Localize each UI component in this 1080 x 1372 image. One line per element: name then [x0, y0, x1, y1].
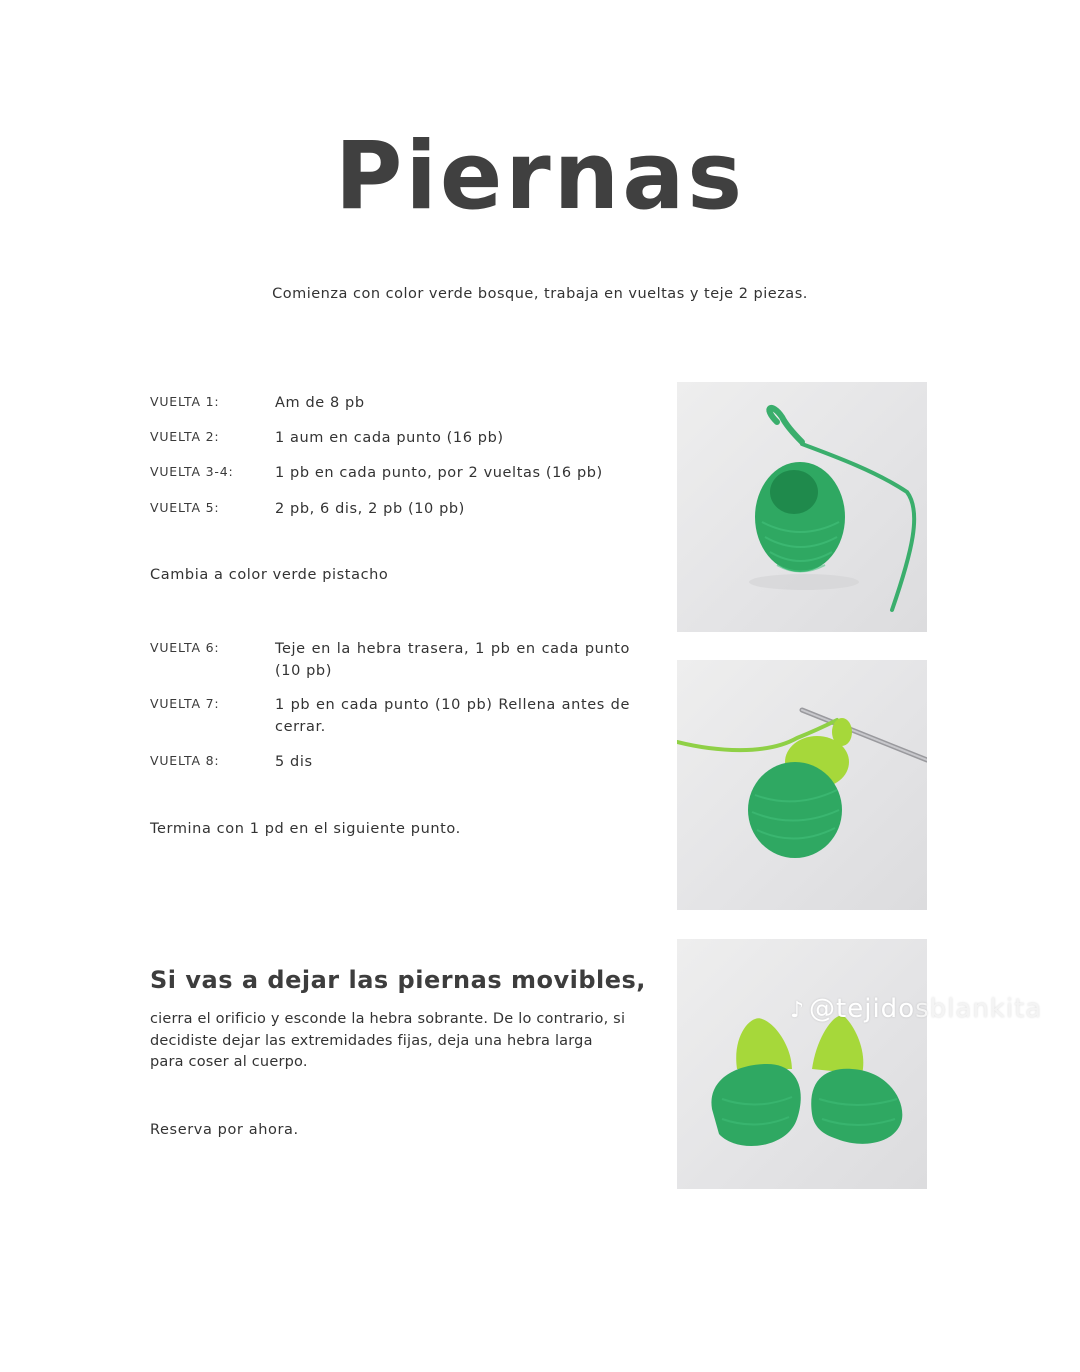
round-instruction: 1 pb en cada punto (10 pb) Rellena antes de cerrar. [275, 697, 630, 735]
finished-legs-illustration [677, 939, 927, 1189]
round-label: VUELTA 8: [150, 753, 220, 768]
tiktok-icon: ♪ [790, 998, 806, 1023]
finish-note: Termina con 1 pd en el siguiente punto. [150, 821, 461, 837]
crochet-cup-illustration [677, 382, 927, 632]
round-instruction: 5 dis [275, 754, 313, 770]
round-instruction: 1 aum en cada punto (16 pb) [275, 430, 504, 446]
watermark [790, 994, 1042, 1024]
round-instruction: 1 pb en cada punto, por 2 vueltas (16 pb) [275, 465, 603, 481]
photo-step-2 [677, 660, 927, 910]
round-row [150, 638, 630, 682]
movable-body: cierra el orificio y esconde la hebra sobrante. De lo contrario, si decidiste dejar las extremidades fijas, deja una hebra larga para coser al cuerpo. [150, 1011, 626, 1070]
round-instruction: 2 pb, 6 dis, 2 pb (10 pb) [275, 501, 465, 517]
round-label: VUELTA 6: [150, 640, 220, 655]
photo-step-1 [677, 382, 927, 632]
round-row [150, 392, 630, 414]
round-row [150, 751, 630, 773]
round-row [150, 427, 630, 449]
round-row [150, 694, 630, 738]
round-instruction: Am de 8 pb [275, 395, 365, 411]
round-label: VUELTA 2: [150, 429, 220, 444]
watermark-handle: @tejido [809, 994, 916, 1024]
round-row [150, 498, 630, 520]
intro-text: Comienza con color verde bosque, trabaja en vueltas y teje 2 piezas. [272, 286, 808, 302]
watermark-handle-faded: sblankita [915, 994, 1043, 1024]
photo-finished-legs [677, 939, 927, 1189]
crochet-hook-illustration [677, 660, 927, 910]
round-label: VUELTA 5: [150, 500, 220, 515]
round-label: VUELTA 3-4: [150, 464, 234, 479]
page-title: Piernas [334, 122, 746, 231]
color-change-note: Cambia a color verde pistacho [150, 567, 389, 583]
round-row [150, 462, 630, 484]
round-label: VUELTA 1: [150, 394, 220, 409]
round-label: VUELTA 7: [150, 696, 220, 711]
reserve-note: Reserva por ahora. [150, 1122, 299, 1138]
round-instruction: Teje en la hebra trasera, 1 pb en cada punto (10 pb) [275, 641, 630, 679]
movable-heading: Si vas a dejar las piernas movibles, [150, 966, 646, 994]
